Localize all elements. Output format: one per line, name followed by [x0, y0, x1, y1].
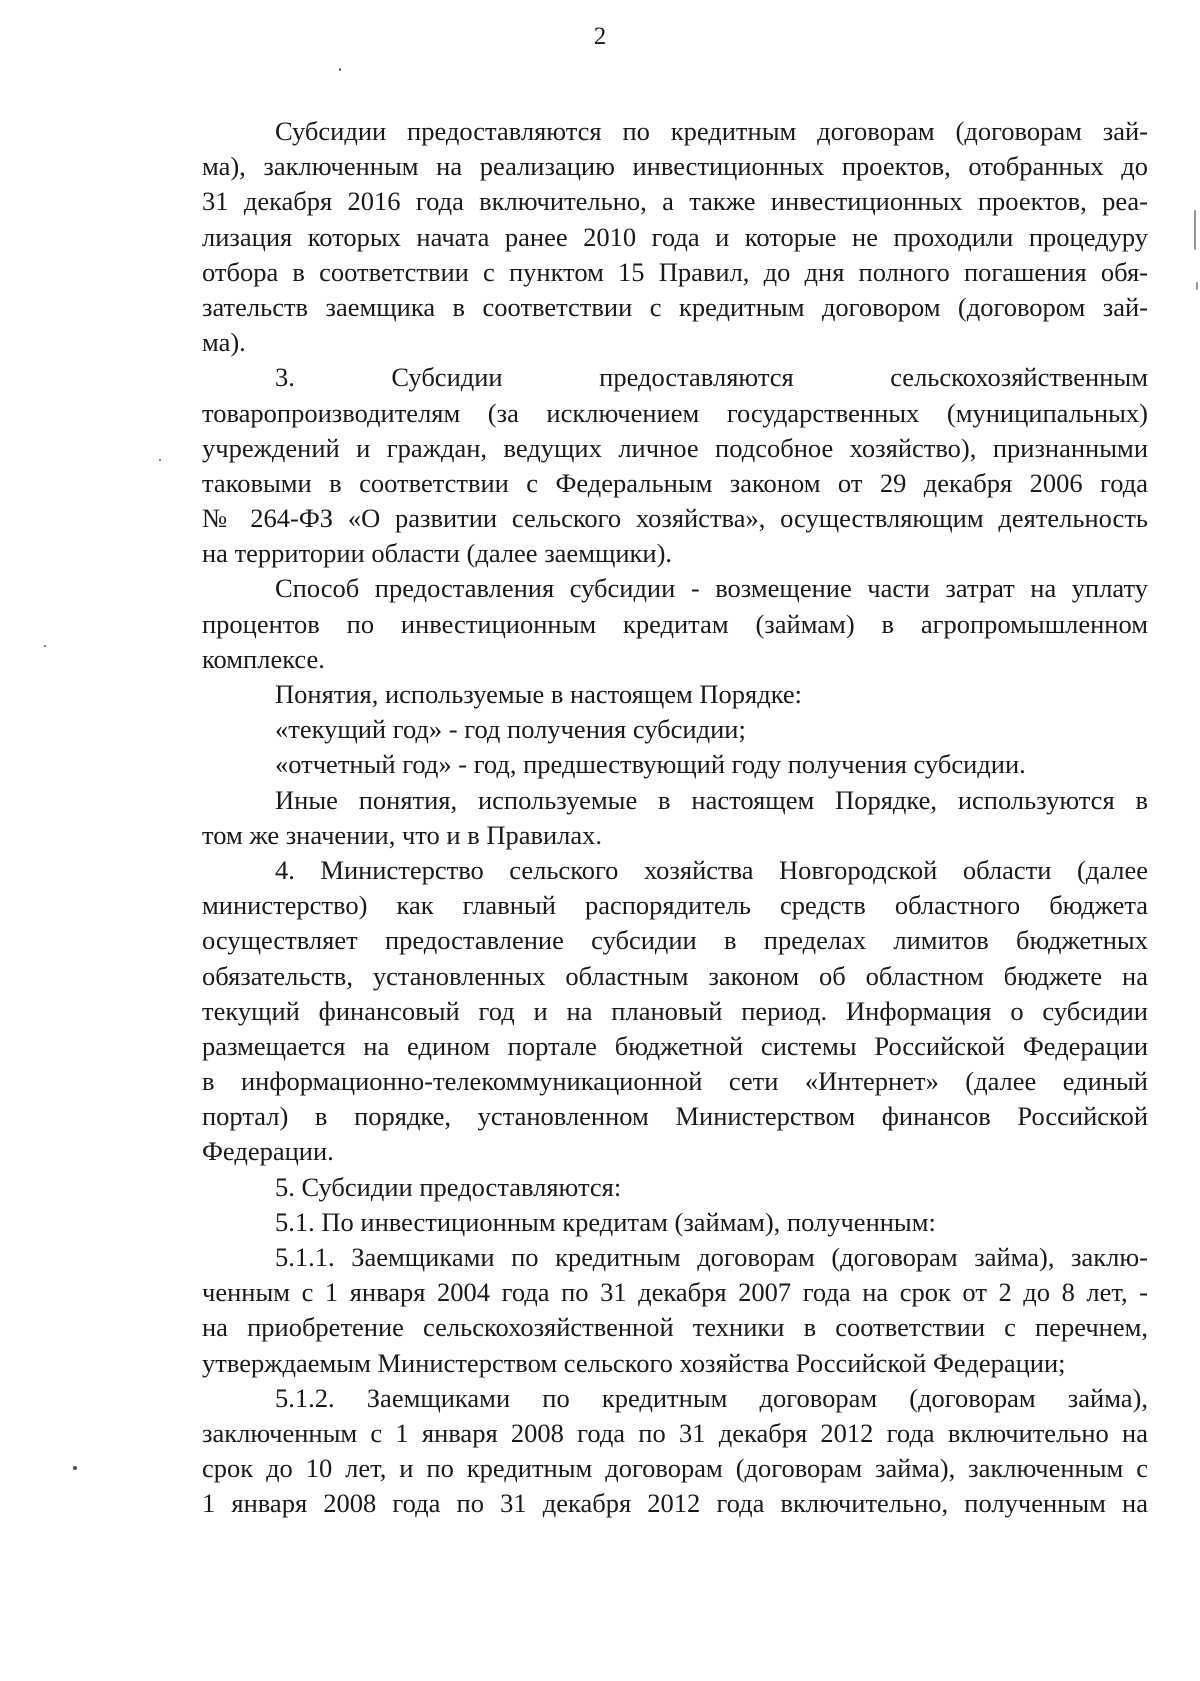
paragraph-section-5-1-2	[202, 1381, 1148, 1522]
document-body	[202, 114, 1148, 1522]
scan-speck	[159, 459, 161, 461]
text-line: зательств заемщика в соответствии с кредитным договором (договором зай-	[202, 291, 1148, 322]
text-line: 31 декабря 2016 года включительно, а также инвестиционных проектов, реа-	[202, 186, 1148, 217]
text-line: министерство) как главный распорядитель средств областного бюджета	[202, 890, 1148, 921]
text-line: на приобретение сельскохозяйственной техники в соответствии с перечнем,	[202, 1312, 1148, 1343]
text-line: осуществляет предоставление субсидии в пределах лимитов бюджетных	[202, 925, 1148, 956]
text-line: ма).	[202, 327, 246, 358]
paragraph-subsidy-method	[202, 571, 1148, 677]
paragraph-section-5-1-1	[202, 1240, 1148, 1381]
scan-speck	[44, 645, 46, 647]
text-line: Иные понятия, используемые в настоящем Порядке, используются в	[275, 784, 1148, 815]
text-line: размещается на едином портале бюджетной системы Российской Федерации	[202, 1030, 1148, 1061]
paragraph-subsidy-agreements	[202, 114, 1148, 360]
text-line: Федерации.	[202, 1136, 334, 1167]
scan-speck	[1196, 282, 1198, 290]
paragraph-definition-current-year	[202, 712, 1148, 747]
text-line: 5.1.2. Заемщиками по кредитным договорам (договорам займа),	[275, 1382, 1148, 1413]
scan-speck	[1194, 210, 1196, 250]
text-line: обязательств, установленных областным законом об областном бюджете на	[202, 960, 1148, 991]
text-line: том же значении, что и в Правилах.	[202, 819, 603, 850]
text-line: 1 января 2008 года по 31 декабря 2012 года включительно, полученным на	[202, 1488, 1148, 1519]
paragraph-section-5-1	[202, 1205, 1148, 1240]
paragraph-definitions-intro	[202, 677, 1148, 712]
text-line: комплексе.	[202, 643, 325, 674]
page-number: 2	[593, 23, 607, 50]
text-line: Субсидии предоставляются по кредитным договорам (договорам зай-	[275, 116, 1148, 146]
text-line: «текущий год» - год получения субсидии;	[275, 714, 746, 745]
text-line: текущий финансовый год и на плановый период. Информация о субсидии	[202, 995, 1148, 1026]
text-line: отбора в соответствии с пунктом 15 Правил, до дня полного погашения обя-	[202, 256, 1148, 287]
text-line: Понятия, используемые в настоящем Порядке:	[275, 679, 803, 709]
text-line: Способ предоставления субсидии - возмещение части затрат на уплату	[275, 573, 1148, 604]
text-line: на территории области (далее заемщики).	[202, 538, 673, 569]
text-line: 4. Министерство сельского хозяйства Новгородской области (далее	[275, 854, 1148, 885]
text-line: 3. Субсидии предоставляются сельскохозяйственным	[275, 362, 1148, 393]
text-line: процентов по инвестиционным кредитам (займам) в агропромышленном	[202, 608, 1148, 639]
text-line: лизация которых начата ранее 2010 года и которые не проходили процедуру	[202, 221, 1148, 252]
text-line: утверждаемым Министерством сельского хозяйства Российской Федерации;	[202, 1347, 1066, 1378]
text-line: товаропроизводителям (за исключением государственных (муниципальных)	[202, 397, 1148, 428]
scan-speck	[73, 1466, 77, 1470]
text-line: «отчетный год» - год, предшествующий году получения субсидии.	[275, 749, 1026, 780]
text-line: 5.1. По инвестиционным кредитам (займам), полученным:	[275, 1206, 936, 1237]
paragraph-section-4	[202, 853, 1148, 1170]
paragraph-section-3	[202, 360, 1148, 571]
paragraph-definition-reporting-year	[202, 747, 1148, 782]
text-line: заключенным с 1 января 2008 года по 31 декабря 2012 года включительно на	[202, 1417, 1148, 1448]
text-line: учреждений и граждан, ведущих личное подсобное хозяйство), признанными	[202, 432, 1148, 463]
text-line: таковыми в соответствии с Федеральным законом от 29 декабря 2006 года	[202, 467, 1148, 498]
text-line: ченным с 1 января 2004 года по 31 декабря 2007 года на срок от 2 до 8 лет, -	[202, 1277, 1148, 1308]
text-line: в информационно-телекоммуникационной сети «Интернет» (далее единый	[202, 1066, 1148, 1097]
text-line: 5. Субсидии предоставляются:	[275, 1171, 622, 1202]
paragraph-other-definitions	[202, 783, 1148, 853]
text-line: срок до 10 лет, и по кредитным договорам (договорам займа), заключенным с	[202, 1453, 1148, 1484]
text-line: портал) в порядке, установленном Министерством финансов Российской	[202, 1101, 1148, 1132]
text-line: 5.1.1. Заемщиками по кредитным договорам (договорам займа), заклю-	[275, 1242, 1148, 1272]
text-line: № 264-ФЗ «О развитии сельского хозяйства», осуществляющим деятельность	[202, 503, 1148, 534]
paragraph-section-5	[202, 1170, 1148, 1205]
scan-speck	[339, 68, 341, 71]
text-line: ма), заключенным на реализацию инвестиционных проектов, отобранных до	[202, 151, 1148, 182]
